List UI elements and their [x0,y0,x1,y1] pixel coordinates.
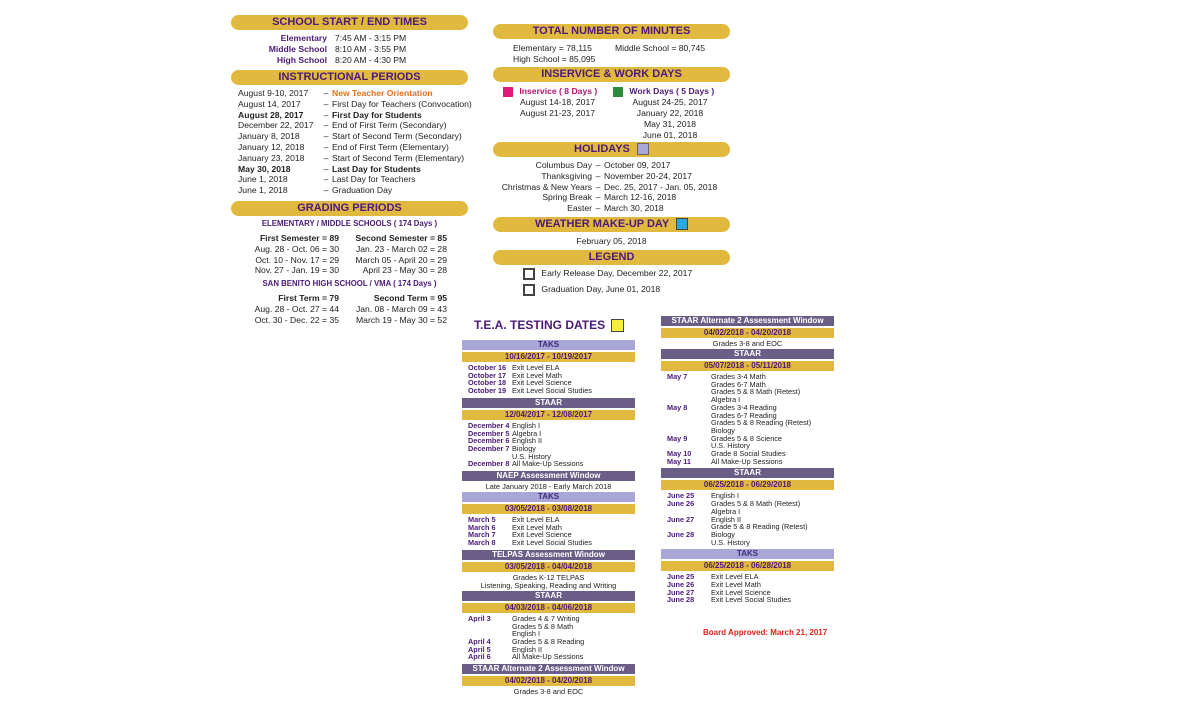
grading-second: Second Term = 95 [373,293,447,303]
holiday-dash: – [595,203,601,214]
tea-purple-header: STAAR Alternate 2 Assessment Window [462,664,635,674]
tea-test-date: May 11 [667,456,691,466]
tea-test-date: June 25 [667,572,695,582]
grading-row [231,255,468,266]
tea-test-name: Biology [711,425,735,435]
tea-title [474,318,624,332]
tea-test-row [468,653,635,661]
school-time-row [231,33,468,44]
tea-note: Grades K-12 TELPAS [512,572,585,582]
tea-test-list [661,492,834,548]
inservice-swatch [503,87,513,97]
tea-test-row [468,623,635,631]
holiday-date: Dec. 25, 2017 - Jan. 05, 2018 [604,181,718,192]
instructional-dash: – [323,88,329,98]
instructional-event: Graduation Day [332,185,393,196]
work-days-swatch [613,87,623,97]
minutes-elementary: Elementary = 78,115 [513,43,592,53]
tea-test-date: October 19 [468,386,507,396]
instructional-header: INSTRUCTIONAL PERIODS [231,70,468,85]
tea-test-date: June 28 [667,529,695,539]
tea-test-row [667,531,834,539]
grading-first: Oct. 30 - Dec. 22 = 35 [254,314,339,325]
holiday-dash: – [595,192,601,203]
legend-early [523,268,692,280]
tea-right-column [661,315,834,606]
holiday-row [493,192,730,203]
tea-test-date [667,412,711,420]
instructional-dash: – [323,120,329,131]
tea-test-name: Grades 5 & 8 Reading [512,636,585,646]
tea-note: Late January 2018 - Early March 2018 [485,482,612,492]
tea-test-date: May 7 [667,372,688,381]
instructional-dash: – [323,131,329,142]
grading-second: March 05 - April 20 = 29 [355,254,447,265]
instructional-date: June 1, 2018 [238,174,288,185]
legend-early-text: Early Release Day, December 22, 2017 [541,268,693,279]
grading-row [231,233,468,244]
tea-test-row [468,445,635,453]
instructional-event: Last Day for Students [332,163,421,174]
holiday-date: March 12-16, 2018 [604,192,677,203]
holidays-header [493,142,730,157]
grading-row [231,315,468,326]
school-level: High School [276,55,327,65]
tea-test-name: Exit Level Social Studies [711,595,791,605]
minutes-header: TOTAL NUMBER OF MINUTES [493,24,730,39]
inservice-legend [503,86,597,97]
tea-test-date: June 28 [667,595,695,605]
instructional-row [238,131,473,142]
grading-second: April 23 - May 30 = 28 [362,265,447,276]
holiday-date: October 09, 2017 [604,160,671,170]
tea-title-text: T.E.A. TESTING DATES [474,318,606,332]
inservice-date: August 14-18, 2017 [520,97,596,107]
school-level: Elementary [280,33,327,43]
tea-test-row [667,458,834,466]
work-days-label: Work Days ( 5 Days ) [629,86,715,96]
tea-test-row [468,387,635,395]
tea-test-date: April 6 [468,652,491,662]
instructional-date: January 12, 2018 [238,141,305,152]
holiday-date: November 20-24, 2017 [604,170,692,181]
tea-test-date: March 5 [468,515,496,525]
tea-date-range: 05/07/2018 - 05/11/2018 [661,361,834,371]
tea-test-name: English II [512,436,543,446]
tea-test-name: Grades 5 & 8 Math (Retest) [711,387,801,397]
tea-date-range: 06/25/2018 - 06/28/2018 [661,561,834,571]
tea-test-date: October 17 [468,370,507,380]
tea-test-name: Grades 3-4 Reading [711,402,777,412]
grading-high-title: SAN BENITO HIGH SCHOOL / VMA ( 174 Days ) [262,279,437,288]
tea-test-list [462,516,635,549]
school-time: 8:20 AM - 4:30 PM [335,55,407,65]
tea-lavender-header: TAKS [462,340,635,350]
tea-test-date [667,419,711,427]
minutes-high: High School = 85,095 [513,54,596,64]
tea-test-name: Biology [512,443,536,453]
tea-date-range: 12/04/2017 - 12/08/2017 [462,410,635,420]
school-time-row [231,44,468,55]
grading-high-list [231,293,468,325]
inservice-date: August 21-23, 2017 [520,108,596,118]
tea-test-date: December 8 [468,459,510,469]
instructional-date: May 30, 2018 [238,163,291,174]
tea-test-name: English I [512,629,540,639]
tea-test-name: Grades 5 & 8 Math (Retest) [711,499,801,509]
tea-purple-header: STAAR Alternate 2 Assessment Window [661,316,834,326]
holiday-name: Christmas & New Years [501,181,592,192]
tea-test-name: Algebra I [711,395,741,405]
tea-purple-header: STAAR [661,468,834,478]
tea-test-date: April 4 [468,636,491,646]
grading-header: GRADING PERIODS [231,201,468,216]
tea-test-date: March 8 [468,538,496,548]
inservice-label: Inservice ( 8 Days ) [519,86,598,96]
grading-first: Aug. 28 - Oct. 06 = 30 [254,243,339,254]
instructional-date: June 1, 2018 [238,185,288,196]
tea-test-name: Algebra I [711,506,741,516]
school-times-list [231,33,468,66]
tea-test-date [667,381,711,389]
instructional-dash: – [323,109,329,120]
tea-test-date: December 7 [468,443,510,453]
tea-test-name: U.S. History [711,441,750,451]
holiday-row [493,203,730,214]
tea-test-list [462,615,635,663]
grading-row [231,304,468,315]
tea-date-range: 04/02/2018 - 04/20/2018 [661,328,834,338]
instructional-event: Start of Second Term (Elementary) [332,152,465,163]
tea-lavender-header: TAKS [661,549,834,559]
tea-test-name: Exit Level Social Studies [512,386,592,396]
tea-test-name: All Make-Up Sessions [512,459,584,469]
tea-purple-header: STAAR [661,349,834,359]
grading-first: Aug. 28 - Oct. 27 = 44 [254,303,339,314]
tea-note: Grades 3-8 and EOC [712,339,783,348]
tea-test-name: U.S. History [512,451,551,461]
legend-graduation-text: Graduation Day, June 01, 2018 [541,284,661,295]
tea-test-name: English I [711,491,739,501]
weather-date: February 05, 2018 [576,236,647,246]
tea-test-name: Exit Level ELA [512,515,560,525]
tea-test-date: April 3 [468,613,491,623]
grading-second: Jan. 08 - March 09 = 43 [355,303,447,314]
tea-test-list [462,364,635,397]
grading-row [231,244,468,255]
tea-test-date: April 5 [468,644,491,654]
instructional-event: First Day for Teachers (Convocation) [332,98,472,109]
instructional-event: Last Day for Teachers [332,174,416,185]
tea-test-date: October 18 [468,378,507,388]
tea-test-date: June 27 [667,514,695,524]
tea-lavender-header: TAKS [462,492,635,502]
tea-test-row [667,388,834,396]
holiday-name: Thanksgiving [541,170,592,181]
tea-date-range: 03/05/2018 - 04/04/2018 [462,562,635,572]
holidays-title: HOLIDAYS [574,143,630,155]
inservice-dates [520,97,595,119]
holiday-dash: – [595,160,601,170]
work-date: August 24-25, 2017 [632,97,708,107]
instructional-dash: – [323,141,329,152]
grading-row [231,293,468,304]
instructional-date: December 22, 2017 [238,120,314,131]
tea-test-list [462,422,635,470]
weather-title: WEATHER MAKE-UP DAY [534,218,669,230]
tea-test-name: English II [711,514,742,524]
tea-test-date: June 26 [667,499,695,509]
tea-test-name: Grade 5 & 8 Reading (Retest) [711,522,808,532]
tea-test-date [667,388,711,396]
grading-elementary-title: ELEMENTARY / MIDDLE SCHOOLS ( 174 Days ) [261,219,438,228]
tea-test-date: March 6 [468,522,496,532]
instructional-list [238,88,473,196]
grading-second: March 19 - May 30 = 52 [356,314,447,325]
tea-test-name: Exit Level ELA [711,572,759,582]
tea-test-date: March 7 [468,530,496,540]
tea-test-row [667,500,834,508]
holiday-dash: – [595,170,601,181]
holiday-name: Spring Break [542,192,592,203]
tea-test-name: Grades 6-7 Reading [711,410,777,420]
holidays-list [493,160,730,214]
tea-test-name: Exit Level Math [512,522,562,532]
tea-test-name: Grades 4 & 7 Writing [512,613,580,623]
instructional-date: August 9-10, 2017 [238,88,309,98]
minutes-middle: Middle School = 80,745 [615,43,706,53]
legend-graduation [523,284,660,296]
tea-test-name: Algebra I [512,428,542,438]
instructional-row [238,174,473,185]
grading-first: Oct. 10 - Nov. 17 = 29 [255,254,339,265]
tea-test-row [667,435,834,443]
instructional-row [238,153,473,164]
tea-test-name: U.S. History [711,537,750,547]
tea-test-date: June 26 [667,580,695,590]
tea-test-name: English II [512,644,543,654]
work-legend [613,86,714,97]
weather-header [493,217,730,232]
grading-second: Second Semester = 85 [355,233,447,243]
tea-test-name: Grades 6-7 Math [711,379,766,389]
legend-header: LEGEND [493,250,730,265]
tea-test-name: Exit Level Science [512,378,572,388]
instructional-dash: – [323,98,329,109]
tea-test-date: October 16 [468,363,507,372]
tea-test-date: June 25 [667,491,695,501]
tea-test-row [468,539,635,547]
grading-first: First Term = 79 [278,293,339,303]
tea-test-row [667,539,834,547]
board-approved: Board Approved: March 21, 2017 [703,628,828,637]
tea-note: Grades 3-8 and EOC [513,687,584,697]
tea-test-date: December 4 [468,420,510,430]
instructional-row [238,88,473,99]
tea-note: Listening, Speaking, Reading and Writing [480,580,617,590]
tea-test-name: Exit Level Social Studies [512,538,592,548]
tea-test-name: All Make-Up Sessions [711,456,783,466]
instructional-row [238,164,473,175]
instructional-event: New Teacher Orientation [332,88,433,98]
tea-date-range: 06/25/2018 - 06/29/2018 [661,480,834,490]
grading-first: Nov. 27 - Jan. 19 = 30 [254,265,339,276]
tea-test-date: May 8 [667,402,688,412]
instructional-date: January 8, 2018 [238,131,300,142]
tea-purple-header: STAAR [462,591,635,601]
tea-test-date [468,623,512,631]
tea-date-range: 10/16/2017 - 10/19/2017 [462,352,635,362]
tea-test-name: Grades 5 & 8 Reading (Retest) [711,418,812,428]
work-date: June 01, 2018 [642,130,698,140]
grading-row [231,265,468,276]
tea-test-date: December 5 [468,428,510,438]
tea-test-name: English I [512,420,540,430]
tea-test-date: May 10 [667,449,692,459]
holiday-name: Easter [567,203,592,214]
work-days-dates [620,97,720,141]
tea-test-name: All Make-Up Sessions [512,652,584,662]
tea-left-column [462,339,635,696]
tea-test-list [661,573,834,606]
holiday-row [493,160,730,171]
weather-swatch [676,218,688,230]
holiday-name: Columbus Day [535,160,592,170]
tea-purple-header: NAEP Assessment Window [462,471,635,481]
holiday-row [493,182,730,193]
work-date: May 31, 2018 [643,119,697,129]
instructional-date: August 14, 2017 [238,98,301,109]
tea-test-name: Exit Level Science [512,530,572,540]
tea-date-range: 03/05/2018 - 03/08/2018 [462,504,635,514]
instructional-row [238,99,473,110]
school-time-row [231,55,468,66]
grading-first: First Semester = 89 [259,233,339,243]
tea-test-date: June 27 [667,587,695,597]
tea-test-name: Grades 3-4 Math [711,372,766,381]
school-times-header: SCHOOL START / END TIMES [231,15,468,30]
instructional-dash: – [323,185,329,196]
holiday-row [493,171,730,182]
tea-test-name: Exit Level Science [711,587,771,597]
instructional-event: End of First Term (Elementary) [332,141,449,152]
holiday-swatch [637,143,649,155]
tea-swatch [611,319,624,332]
tea-test-row [667,419,834,427]
tea-test-list [661,373,834,467]
tea-test-name: Exit Level Math [512,370,562,380]
graduation-icon [523,284,535,296]
instructional-row [238,120,473,131]
tea-test-name: Exit Level Math [711,580,761,590]
tea-purple-header: TELPAS Assessment Window [462,550,635,560]
instructional-dash: – [323,174,329,185]
tea-test-name: Grades 5 & 8 Science [711,433,782,443]
tea-purple-header: STAAR [462,398,635,408]
instructional-dash: – [323,163,329,174]
tea-test-row [667,596,834,604]
tea-test-name: Grades 5 & 8 Math [512,621,574,631]
instructional-event: Start of Second Term (Secondary) [332,131,462,142]
instructional-event: End of First Term (Secondary) [332,120,447,131]
tea-test-date: May 9 [667,433,688,443]
instructional-row [238,110,473,121]
instructional-dash: – [323,152,329,163]
tea-test-name: Biology [711,529,735,539]
work-date: January 22, 2018 [636,108,704,118]
school-time: 7:45 AM - 3:15 PM [335,33,407,43]
tea-test-row [468,460,635,468]
tea-test-date [667,539,711,547]
instructional-date: August 28, 2017 [238,109,304,120]
tea-test-name: Exit Level ELA [512,363,560,372]
school-time: 8:10 AM - 3:55 PM [335,44,407,54]
school-level: Middle School [268,44,327,54]
tea-test-date: December 6 [468,436,510,446]
inservice-header: INSERVICE & WORK DAYS [493,67,730,82]
instructional-date: January 23, 2018 [238,152,305,163]
tea-date-range: 04/03/2018 - 04/06/2018 [462,603,635,613]
grading-second: Jan. 23 - March 02 = 28 [355,243,447,254]
instructional-row [238,185,473,196]
grading-elementary-list [231,233,468,276]
holiday-dash: – [595,181,601,192]
tea-date-range: 04/02/2018 - 04/20/2018 [462,676,635,686]
holiday-date: March 30, 2018 [604,203,664,214]
instructional-row [238,142,473,153]
instructional-event: First Day for Students [332,109,422,120]
tea-test-name: Grade 8 Social Studies [711,449,786,459]
early-release-icon [523,268,535,280]
tea-test-row [468,638,635,646]
